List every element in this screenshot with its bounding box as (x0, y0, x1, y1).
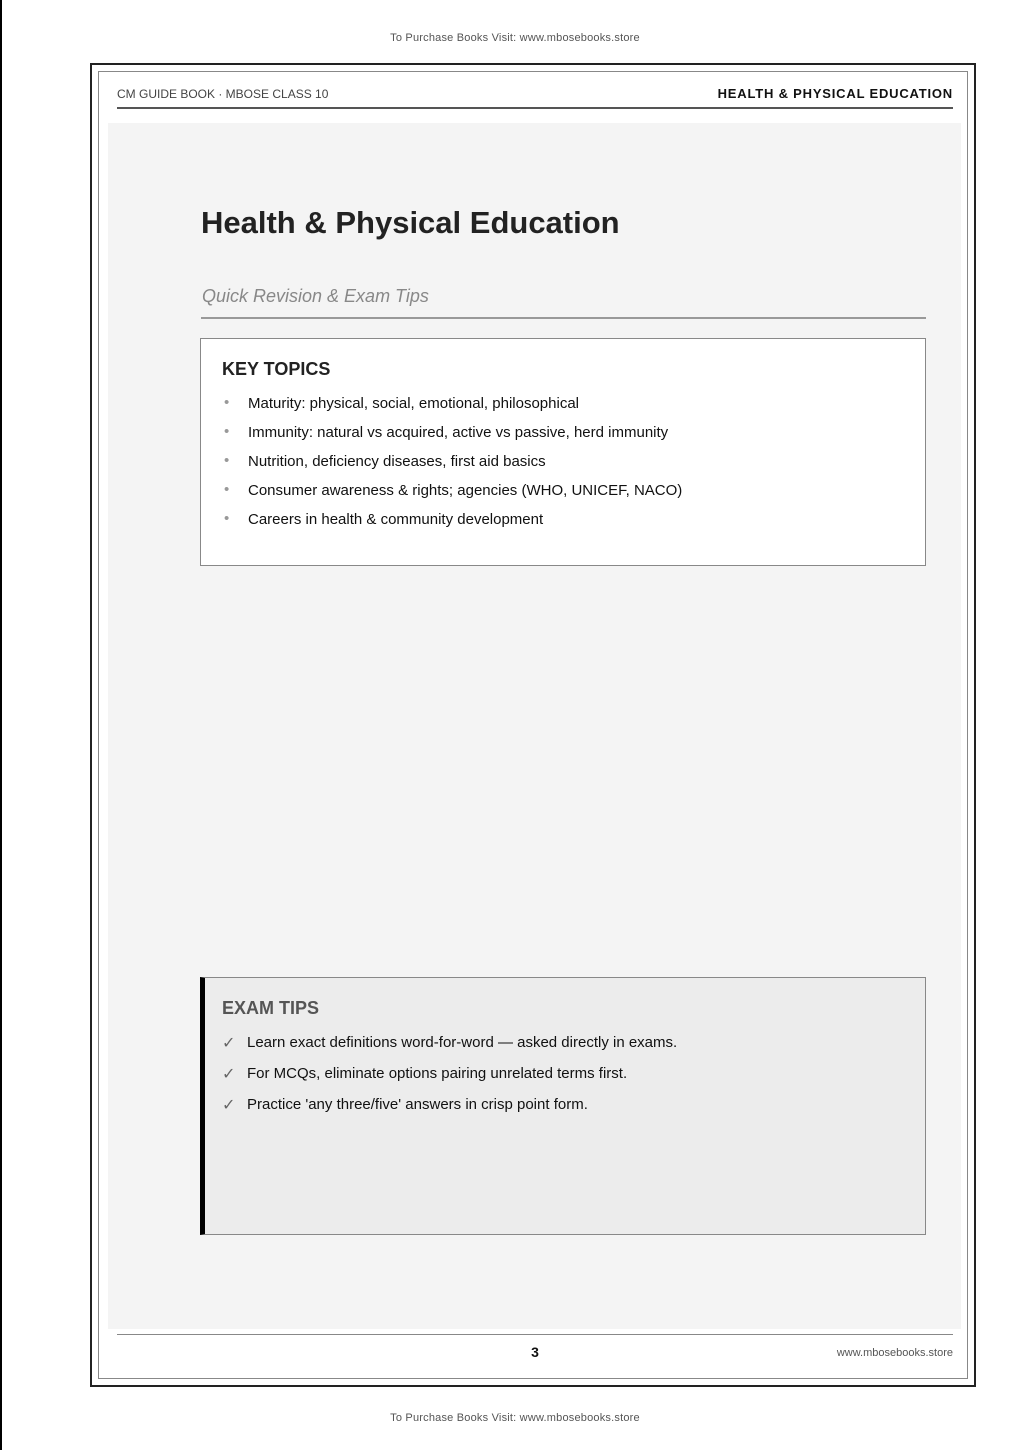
list-item-text: Careers in health & community development (248, 511, 544, 528)
header-divider (117, 107, 953, 109)
key-topics-box (200, 338, 926, 566)
list-item (222, 395, 902, 424)
list-item (222, 482, 902, 511)
footer-divider (117, 1334, 953, 1335)
list-item-text: Learn exact definitions word-for-word — asked directly in exams. (247, 1034, 678, 1051)
header-subject: HEALTH & PHYSICAL EDUCATION (717, 86, 953, 101)
list-item-text: Maturity: physical, social, emotional, philosophical (248, 395, 579, 412)
bullet-icon: • (224, 394, 230, 411)
bullet-icon: • (224, 423, 230, 440)
header-book-title: CM GUIDE BOOK · MBOSE CLASS 10 (117, 87, 329, 101)
list-item-text: Immunity: natural vs acquired, active vs passive, herd immunity (248, 424, 669, 441)
list-item-text: Nutrition, deficiency diseases, first aid basics (248, 453, 546, 470)
list-item (222, 1065, 912, 1096)
list-item (222, 424, 902, 453)
footer-url: www.mbosebooks.store (836, 1347, 953, 1359)
page-subtitle: Quick Revision & Exam Tips (202, 286, 429, 306)
list-item (222, 511, 902, 540)
exam-tips-list (222, 1034, 912, 1127)
page-number: 3 (531, 1344, 539, 1360)
list-item (222, 1096, 912, 1127)
checkmark-icon: ✓ (222, 1066, 236, 1083)
list-item-text: Practice 'any three/five' answers in crisp point form. (247, 1096, 588, 1113)
bullet-icon: • (224, 510, 230, 527)
bullet-icon: • (224, 452, 230, 469)
list-item-text: Consumer awareness & rights; agencies (WHO, UNICEF, NACO) (248, 482, 683, 499)
exam-tips-heading: EXAM TIPS (222, 998, 320, 1018)
list-item (222, 1034, 912, 1065)
list-item (222, 453, 902, 482)
purchase-banner-bottom: To Purchase Books Visit: www.mbosebooks.store (390, 1412, 640, 1424)
key-topics-list (222, 395, 902, 540)
checkmark-icon: ✓ (222, 1097, 236, 1114)
page-title: Health & Physical Education (201, 205, 620, 240)
page-left-edge (0, 0, 2, 1450)
subtitle-divider (201, 317, 926, 319)
purchase-banner-top: To Purchase Books Visit: www.mbosebooks.store (390, 32, 640, 44)
list-item-text: For MCQs, eliminate options pairing unrelated terms first. (247, 1065, 628, 1082)
key-topics-heading: KEY TOPICS (222, 359, 331, 379)
bullet-icon: • (224, 481, 230, 498)
checkmark-icon: ✓ (222, 1035, 236, 1052)
running-header (117, 86, 953, 108)
exam-tips-box (200, 977, 926, 1235)
